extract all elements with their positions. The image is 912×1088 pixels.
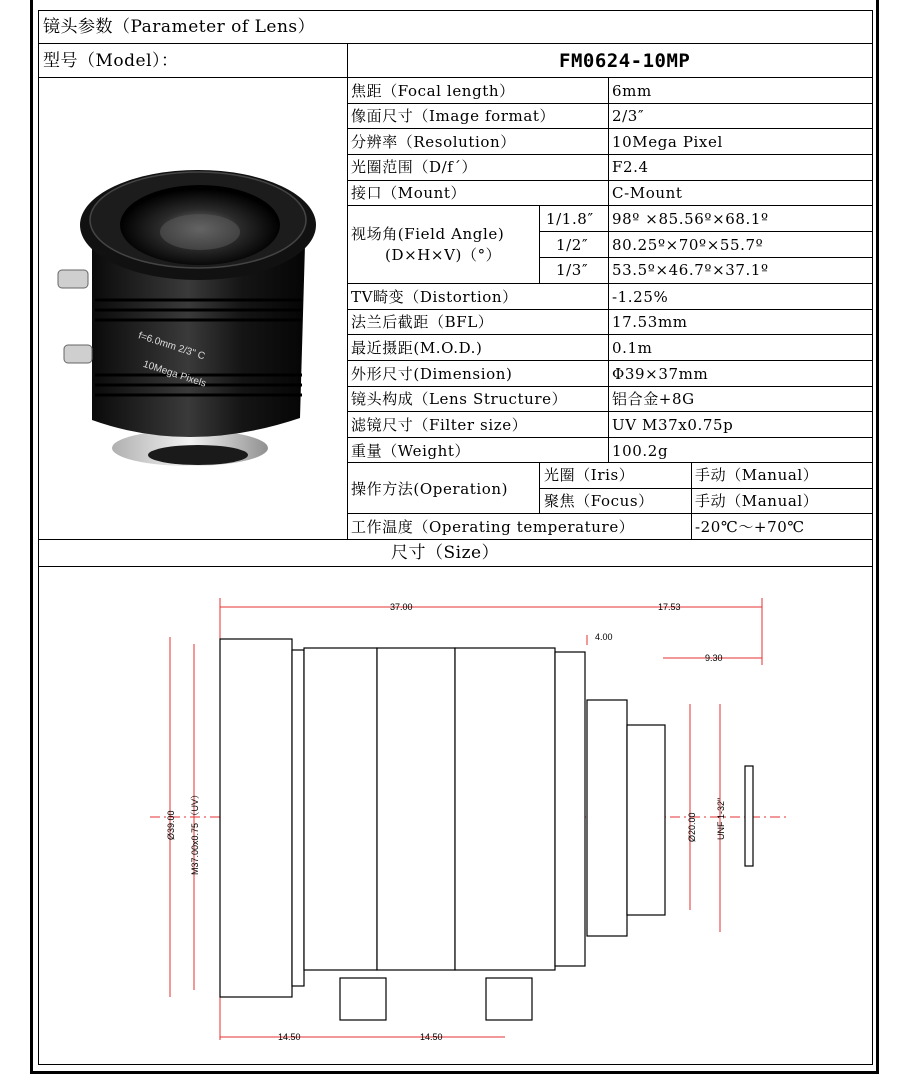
divider [38, 77, 873, 78]
dim-screw-2: 14.50 [420, 1032, 443, 1042]
spec-value: 2/3″ [612, 107, 645, 125]
dim-length: 37.00 [390, 602, 413, 612]
field-angle-units: (D×H×V)（°） [385, 246, 502, 264]
spec-value: C-Mount [612, 184, 683, 202]
dim-4: 4.00 [595, 632, 613, 642]
operation-item: 光圈（Iris） [544, 466, 635, 484]
spec-label: 最近摄距(M.O.D.) [351, 339, 483, 357]
spec-label: 镜头构成（Lens Structure） [351, 390, 568, 408]
dim-bfl: 17.53 [658, 602, 681, 612]
sensor-size: 1/3″ [556, 261, 589, 279]
field-angle-value: 53.5º×46.7º×37.1º [612, 261, 769, 279]
model-label: 型号（Model）： [43, 51, 179, 71]
temperature-value: -20℃～+70℃ [695, 518, 805, 536]
field-angle-value: 80.25º×70º×55.7º [612, 236, 764, 254]
temperature-label: 工作温度（Operating temperature） [351, 518, 635, 536]
field-angle-label: 视场角(Field Angle) [351, 225, 505, 243]
spec-value: F2.4 [612, 158, 649, 176]
divider [872, 10, 873, 1065]
spec-label: 光圈范围（D/f´） [351, 158, 478, 176]
spec-label: 分辨率（Resolution） [351, 133, 516, 151]
operation-value: 手动（Manual） [695, 466, 819, 484]
lens-engraving: f=6.0mm 2/3" C [136, 330, 207, 363]
spec-value: 6mm [612, 82, 652, 100]
spec-value: 17.53mm [612, 313, 688, 331]
operation-label: 操作方法(Operation) [351, 480, 509, 498]
sheet-title: 镜头参数（Parameter of Lens） [43, 17, 316, 37]
spec-label: 法兰后截距（BFL） [351, 313, 494, 331]
dimension-drawing [150, 590, 790, 1060]
dim-screw-1: 14.50 [278, 1032, 301, 1042]
spec-label: 焦距（Focal length） [351, 82, 515, 100]
spec-label: 滤镜尺寸（Filter size） [351, 416, 528, 434]
spec-value: Φ39×37mm [612, 365, 709, 383]
divider [38, 10, 873, 11]
dim-mount-diameter: Ø20.00 [687, 812, 697, 842]
divider [347, 43, 348, 539]
sensor-size: 1/2″ [556, 236, 589, 254]
lens-engraving: 10Mega Pixels [141, 358, 208, 390]
dim-9-3: 9.30 [705, 653, 723, 663]
spec-value: 铝合金+8G [612, 390, 695, 408]
divider [38, 43, 873, 44]
operation-value: 手动（Manual） [695, 492, 819, 510]
sensor-size: 1/1.8″ [546, 210, 594, 228]
spec-label: TV畸变（Distortion） [351, 288, 518, 306]
spec-label: 像面尺寸（Image format） [351, 107, 556, 125]
model-value: FM0624-10MP [559, 50, 691, 72]
dim-filter-thread: M37.00x0.75 （UV） [190, 789, 200, 875]
operation-item: 聚焦（Focus） [544, 492, 654, 510]
spec-value: 0.1m [612, 339, 653, 357]
spec-label: 重量（Weight） [351, 442, 471, 460]
divider [38, 10, 39, 1065]
lens-photo [50, 150, 330, 480]
field-angle-value: 98º ×85.56º×68.1º [612, 210, 769, 228]
spec-value: 10Mega Pixel [612, 133, 723, 151]
dim-diameter: Ø39.00 [166, 810, 176, 840]
spec-label: 外形尺寸(Dimension) [351, 365, 513, 383]
spec-value: UV M37x0.75p [612, 416, 734, 434]
spec-label: 接口（Mount） [351, 184, 467, 202]
size-title: 尺寸（Size） [391, 543, 500, 563]
dim-thread: UNF 1-32" [716, 797, 726, 840]
spec-value: 100.2g [612, 442, 669, 460]
spec-value: -1.25% [612, 288, 669, 306]
